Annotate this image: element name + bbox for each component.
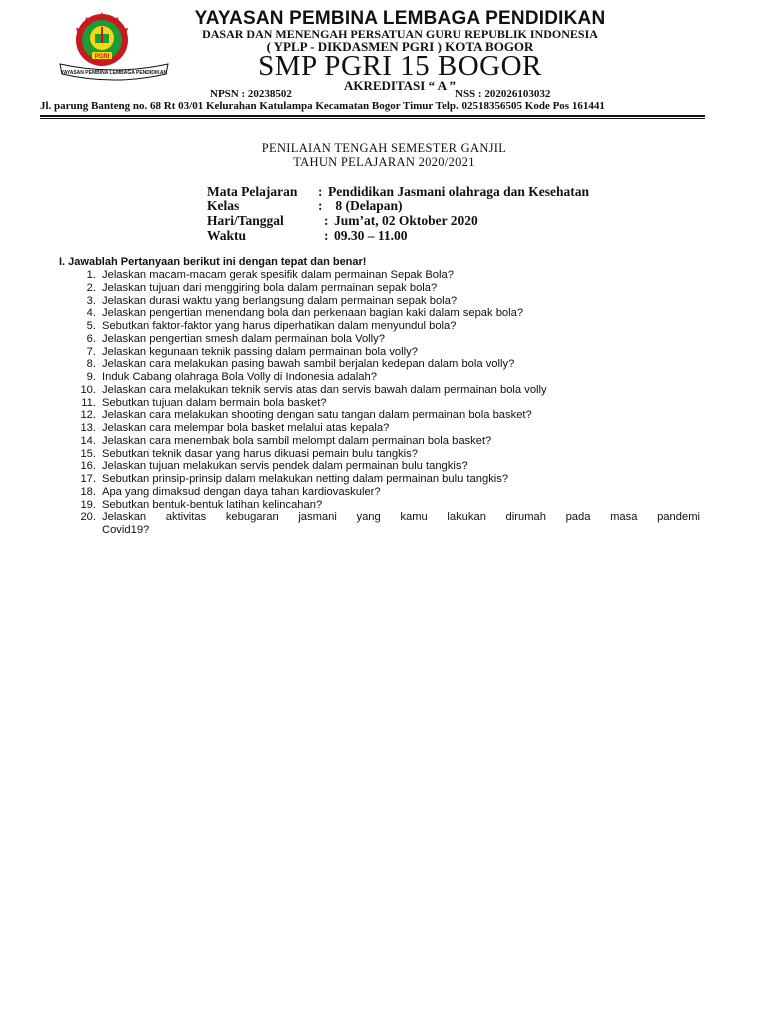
question-text: Jelaskan cara melakukan pasing bawah sambil berjalan kedepan dalam bola volly? (102, 358, 515, 371)
exam-year: TAHUN PELAJARAN 2020/2021 (293, 155, 475, 169)
info-value: 09.30 – 11.00 (334, 228, 408, 243)
question-number: 17. (80, 473, 96, 485)
question-item (70, 384, 700, 397)
question-number: 13. (80, 422, 96, 434)
question-number: 18. (80, 485, 96, 498)
question-item (70, 473, 700, 486)
info-row-date (207, 213, 478, 229)
info-separator: : (324, 228, 329, 243)
question-item (70, 511, 700, 537)
header-divider-thin (40, 118, 705, 119)
question-text: Sebutkan faktor-faktor yang harus diperhatikan dalam menyundul bola? (102, 320, 457, 332)
question-number: 15. (80, 447, 96, 460)
question-text: Jelaskan cara melempar bola basket melalui atas kepala? (102, 422, 390, 434)
exam-title: PENILAIAN TENGAH SEMESTER GANJIL (261, 141, 507, 155)
info-separator: : (324, 213, 329, 228)
question-text: Jelaskan pengertian smesh dalam permainan bola Volly? (102, 332, 385, 345)
info-separator: : (318, 198, 323, 213)
foundation-abbreviation: ( YPLP - DIKDASMEN PGRI ) KOTA BOGOR (266, 39, 534, 54)
question-text: Jelaskan cara melakukan shooting dengan satu tangan dalam permainan bola basket? (102, 409, 532, 422)
header-divider (40, 115, 705, 117)
question-number: 20. (80, 511, 96, 524)
question-text: Jelaskan kegunaan teknik passing dalam permainan bola volly? (102, 345, 418, 358)
school-name: SMP PGRI 15 BOGOR (258, 50, 542, 82)
question-item (70, 346, 700, 359)
question-text-continuation: Covid19? (102, 524, 150, 536)
question-number: 4. (86, 307, 96, 320)
question-text: Jelaskan pengertian menendang bola dan perkenaan bagian kaki dalam sepak bola? (102, 307, 524, 320)
question-number: 2. (86, 281, 96, 294)
question-text: Sebutkan tujuan dalam bermain bola basket? (102, 396, 327, 409)
info-separator: : (318, 184, 323, 199)
question-number: 19. (80, 498, 96, 511)
pgri-emblem-icon (58, 12, 170, 84)
nss: NSS : 202026103032 (455, 88, 551, 100)
logo-badge-text: PGRI (94, 54, 110, 60)
question-text: Jelaskan cara menembak bola sambil melompt dalam permainan bola basket? (102, 434, 492, 447)
question-number: 6. (86, 332, 96, 345)
question-item (70, 409, 700, 422)
info-row-class (207, 198, 403, 214)
question-item (70, 448, 700, 461)
question-item (70, 295, 700, 308)
question-number: 5. (86, 320, 96, 332)
question-item (70, 460, 700, 473)
question-text: Jelaskan tujuan dari menggiring bola dalam permainan sepak bola? (102, 281, 438, 294)
question-item (70, 269, 700, 282)
info-value: 8 (Delapan) (332, 198, 403, 213)
question-number: 16. (80, 460, 96, 473)
question-text: Jelaskan aktivitas kebugaran jasmani yang kamu lakukan dirumah pada masa pandemi (102, 511, 700, 524)
foundation-subtitle: DASAR DAN MENENGAH PERSATUAN GURU REPUBLIK INDONESIA (202, 27, 598, 41)
question-list (70, 269, 700, 537)
question-text: Jelaskan cara melakukan teknik servis atas dan servis bawah dalam permainan bola volly (102, 383, 547, 396)
question-text: Sebutkan prinsip-prinsip dalam melakukan netting dalam permainan bulu tangkis? (102, 473, 509, 485)
info-value: Pendidikan Jasmani olahraga dan Kesehatan (328, 184, 590, 199)
info-label: Kelas (207, 198, 240, 213)
question-item (70, 282, 700, 295)
question-item (70, 435, 700, 448)
question-number: 1. (86, 269, 96, 281)
school-logo (58, 12, 170, 84)
logo-ribbon-text: YAYASAN PEMBINA LEMBAGA PENDIDIKAN (60, 70, 168, 76)
question-number: 7. (86, 345, 96, 358)
question-item (70, 486, 700, 499)
question-text: Sebutkan bentuk-bentuk latihan kelincahan? (102, 498, 323, 511)
npsn: NPSN : 20238502 (210, 88, 292, 100)
question-number: 3. (86, 294, 96, 307)
info-label: Mata Pelajaran (207, 184, 298, 199)
question-number: 9. (86, 371, 96, 383)
question-number: 11. (81, 396, 96, 409)
question-item (70, 320, 700, 333)
question-item (70, 307, 700, 320)
question-number: 12. (80, 409, 96, 422)
info-label: Hari/Tanggal (207, 213, 284, 228)
info-row-time (207, 228, 408, 244)
question-item (70, 333, 700, 346)
section-instruction: I. Jawablah Pertanyaan berikut ini dengan tepat dan benar! (59, 256, 367, 268)
info-label: Waktu (207, 228, 247, 243)
accreditation: AKREDITASI “ A ” (343, 78, 457, 93)
question-text: Apa yang dimaksud dengan daya tahan kardiovaskuler? (102, 485, 381, 498)
question-item (70, 422, 700, 435)
question-text: Jelaskan tujuan melakukan servis pendek dalam permainan bulu tangkis? (102, 460, 468, 473)
foundation-name: YAYASAN PEMBINA LEMBAGA PENDIDIKAN (194, 8, 606, 29)
school-address: Jl. parung Banteng no. 68 Rt 03/01 Kelurahan Katulampa Kecamatan Bogor Timur Telp. 02518356505 Kode Pos 161441 (40, 100, 605, 112)
question-text: Sebutkan teknik dasar yang harus dikuasi pemain bulu tangkis? (102, 447, 418, 460)
question-item (70, 358, 700, 371)
question-text: Jelaskan durasi waktu yang berlangsung dalam permainan sepak bola? (102, 294, 458, 307)
question-number: 14. (80, 434, 96, 447)
info-value: Jum’at, 02 Oktober 2020 (334, 213, 478, 228)
question-item (70, 397, 700, 410)
question-number: 10. (80, 383, 96, 396)
question-text: Induk Cabang olahraga Bola Volly di Indonesia adalah? (102, 371, 377, 383)
question-number: 8. (86, 358, 96, 371)
question-item (70, 371, 700, 384)
question-text: Jelaskan macam-macam gerak spesifik dalam permainan Sepak Bola? (102, 269, 454, 281)
question-item (70, 499, 700, 512)
